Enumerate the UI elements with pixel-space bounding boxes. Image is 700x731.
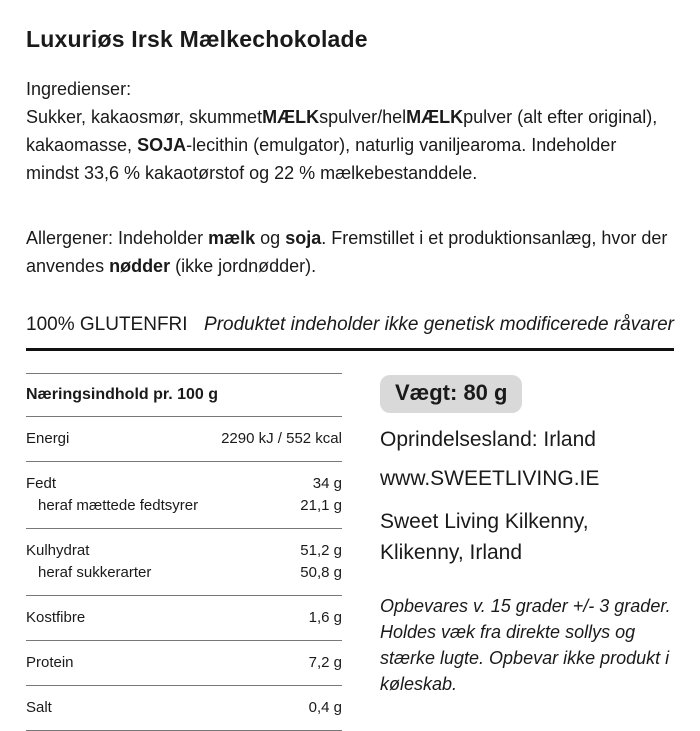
table-row bbox=[26, 417, 342, 462]
nutrition-table-header: Næringsindhold pr. 100 g bbox=[26, 374, 342, 417]
nutrient-value: 1,6 g bbox=[308, 609, 342, 626]
weight-badge: Vægt: 80 g bbox=[380, 375, 522, 413]
gluten-free-claim: 100% GLUTENFRI bbox=[26, 314, 188, 335]
allergens-seg: og bbox=[255, 228, 286, 248]
nutrient-value: 2290 kJ / 552 kcal bbox=[221, 430, 342, 447]
storage-instructions: Opbevares v. 15 grader +/- 3 grader. Holdes væk fra direkte sollys og stærke lugte. Opbevar ikke produkt i køleskab. bbox=[380, 596, 671, 694]
product-title: Luxuriøs Irsk Mælkechokolade bbox=[26, 26, 368, 52]
nutrient-value: 34 g bbox=[312, 475, 342, 492]
allergen-nuts: nødder bbox=[109, 256, 171, 276]
nutrient-sub-label: heraf mættede fedtsyrer bbox=[38, 497, 199, 514]
origin-country: Oprindelsesland: Irland bbox=[380, 428, 596, 451]
ingredients-text bbox=[26, 103, 674, 187]
allergens-seg: . Fremstillet i et produktionsanlæg, hvor der anvendes bbox=[26, 228, 668, 276]
allergens-text bbox=[26, 224, 674, 280]
nutrient-label: Energi bbox=[26, 430, 70, 447]
allergen-highlight-milk: MÆLK bbox=[262, 107, 320, 127]
address-line: Klikenny, Irland bbox=[380, 541, 523, 564]
table-row bbox=[26, 641, 342, 686]
nutrient-value: 7,2 g bbox=[308, 654, 342, 671]
nutrition-table bbox=[26, 373, 342, 731]
table-row bbox=[26, 686, 342, 731]
ingredients-heading: Ingredienser: bbox=[26, 79, 132, 99]
allergen-milk: mælk bbox=[208, 228, 256, 248]
allergen-highlight-soy: SOJA bbox=[137, 135, 187, 155]
table-row bbox=[26, 529, 342, 596]
nutrient-label: Salt bbox=[26, 699, 52, 716]
claims-row bbox=[26, 314, 674, 336]
lower-columns bbox=[26, 373, 674, 731]
product-info-column bbox=[380, 373, 674, 731]
nutrient-sub-label: heraf sukkerarter bbox=[38, 564, 152, 581]
table-row bbox=[26, 462, 342, 529]
allergens-seg: Allergener: Indeholder bbox=[26, 228, 209, 248]
allergen-highlight-milk: MÆLK bbox=[406, 107, 464, 127]
nutrient-label: Kostfibre bbox=[26, 609, 86, 626]
nutrient-sub-value: 21,1 g bbox=[300, 497, 342, 514]
ingredients-seg: pulver (alt efter original), kakaomasse, bbox=[26, 107, 658, 155]
ingredients-seg: Sukker, kakaosmør, skummet bbox=[26, 107, 263, 127]
nutrient-label: Fedt bbox=[26, 475, 57, 492]
nutrient-value: 51,2 g bbox=[300, 542, 342, 559]
nutrient-label: Kulhydrat bbox=[26, 542, 90, 559]
gmo-free-claim: Produktet indeholder ikke genetisk modificerede råvarer bbox=[204, 314, 674, 335]
section-divider bbox=[26, 348, 674, 351]
website-text: www.SWEETLIVING.IE bbox=[380, 467, 600, 490]
allergens-seg: (ikke jordnødder). bbox=[170, 256, 317, 276]
allergen-soy: soja bbox=[285, 228, 322, 248]
address-line: Sweet Living Kilkenny, bbox=[380, 510, 589, 533]
table-row bbox=[26, 596, 342, 641]
nutrient-value: 0,4 g bbox=[308, 699, 342, 716]
ingredients-seg: spulver/hel bbox=[319, 107, 407, 127]
nutrient-sub-value: 50,8 g bbox=[300, 564, 342, 581]
ingredients-seg: -lecithin (emulgator), naturlig vaniljearoma. Indeholder mindst 33,6 % kakaotørstof og 22 % mælkebestanddele. bbox=[26, 135, 617, 183]
manufacturer-address bbox=[380, 506, 674, 568]
nutrient-label: Protein bbox=[26, 654, 74, 671]
